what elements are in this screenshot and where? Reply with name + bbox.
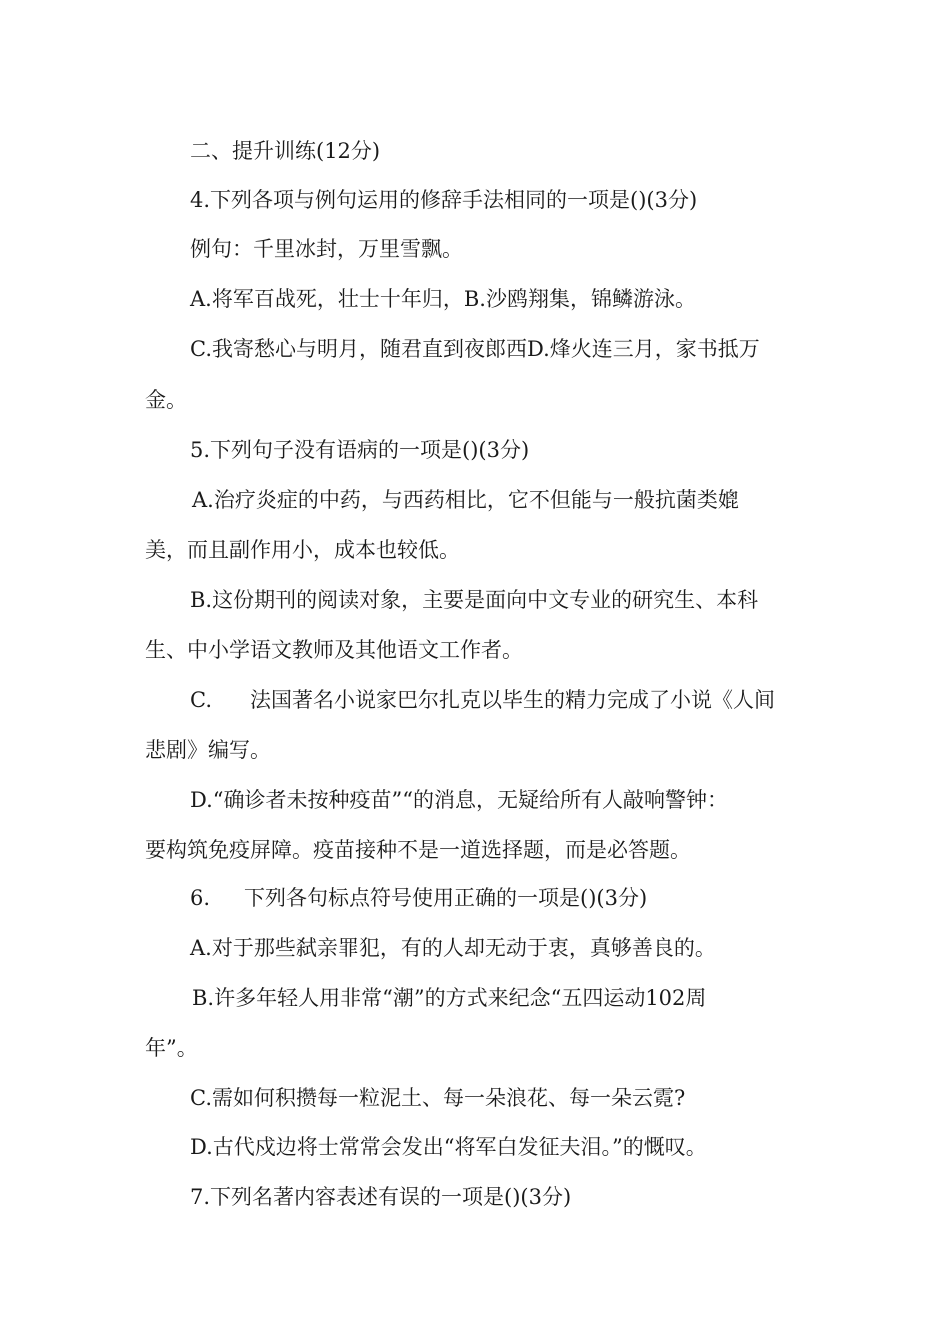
question-6-option-d: D.古代戍边将士常常会发出“将军白发征夫泪。”的慨叹。 <box>190 1135 707 1159</box>
question-5-option-c-label: C. <box>190 688 212 712</box>
question-6-stem: 下列各句标点符号使用正确的一项是()(3分) <box>244 886 648 910</box>
question-5-option-c-continued: 悲剧》编写。 <box>145 738 271 762</box>
question-6-option-b-continued: 年”。 <box>145 1036 198 1060</box>
question-5-option-c-text: 法国著名小说家巴尔扎克以毕生的精力完成了小说《人间 <box>250 688 775 712</box>
question-5-option-b-continued: 生、中小学语文教师及其他语文工作者。 <box>145 638 523 662</box>
question-5-option-a: A.治疗炎症的中药，与西药相比，它不但能与一般抗菌类媲 <box>192 488 739 512</box>
question-6-option-c: C.需如何积攒每一粒泥土、每一朵浪花、每一朵云霓? <box>190 1086 686 1110</box>
question-4-options-cd-continued: 金。 <box>145 388 187 412</box>
question-7-stem: 7.下列名著内容表述有误的一项是()(3分) <box>190 1185 572 1209</box>
question-4-example: 例句：千里冰封，万里雪飘。 <box>190 237 463 261</box>
question-4-options-cd: C.我寄愁心与明月，随君直到夜郎西D.烽火连三月，家书抵万 <box>190 337 760 361</box>
question-4-stem: 4.下列各项与例句运用的修辞手法相同的一项是()(3分) <box>190 188 698 212</box>
question-6-option-b: B.许多年轻人用非常“潮”的方式来纪念“五四运动102周 <box>192 986 707 1010</box>
question-6-option-a: A.对于那些弑亲罪犯，有的人却无动于衷，真够善良的。 <box>190 936 716 960</box>
question-5-option-b: B.这份期刊的阅读对象，主要是面向中文专业的研究生、本科 <box>190 588 759 612</box>
question-6-number: 6. <box>190 886 211 910</box>
question-5-option-a-continued: 美，而且副作用小，成本也较低。 <box>145 538 460 562</box>
section-title: 二、提升训练(12分) <box>190 139 381 163</box>
question-5-option-d-continued: 要构筑免疫屏障。疫苗接种不是一道选择题，而是必答题。 <box>145 838 691 862</box>
question-4-options-ab: A.将军百战死，壮士十年归，B.沙鸥翔集，锦鳞游泳。 <box>190 287 696 311</box>
question-5-stem: 5.下列句子没有语病的一项是()(3分) <box>190 438 530 462</box>
question-5-option-d: D.“确诊者未按种疫苗”“的消息，无疑给所有人敲响警钟： <box>190 788 728 812</box>
question-6-stem-line <box>190 884 647 912</box>
question-5-option-c <box>190 686 775 714</box>
